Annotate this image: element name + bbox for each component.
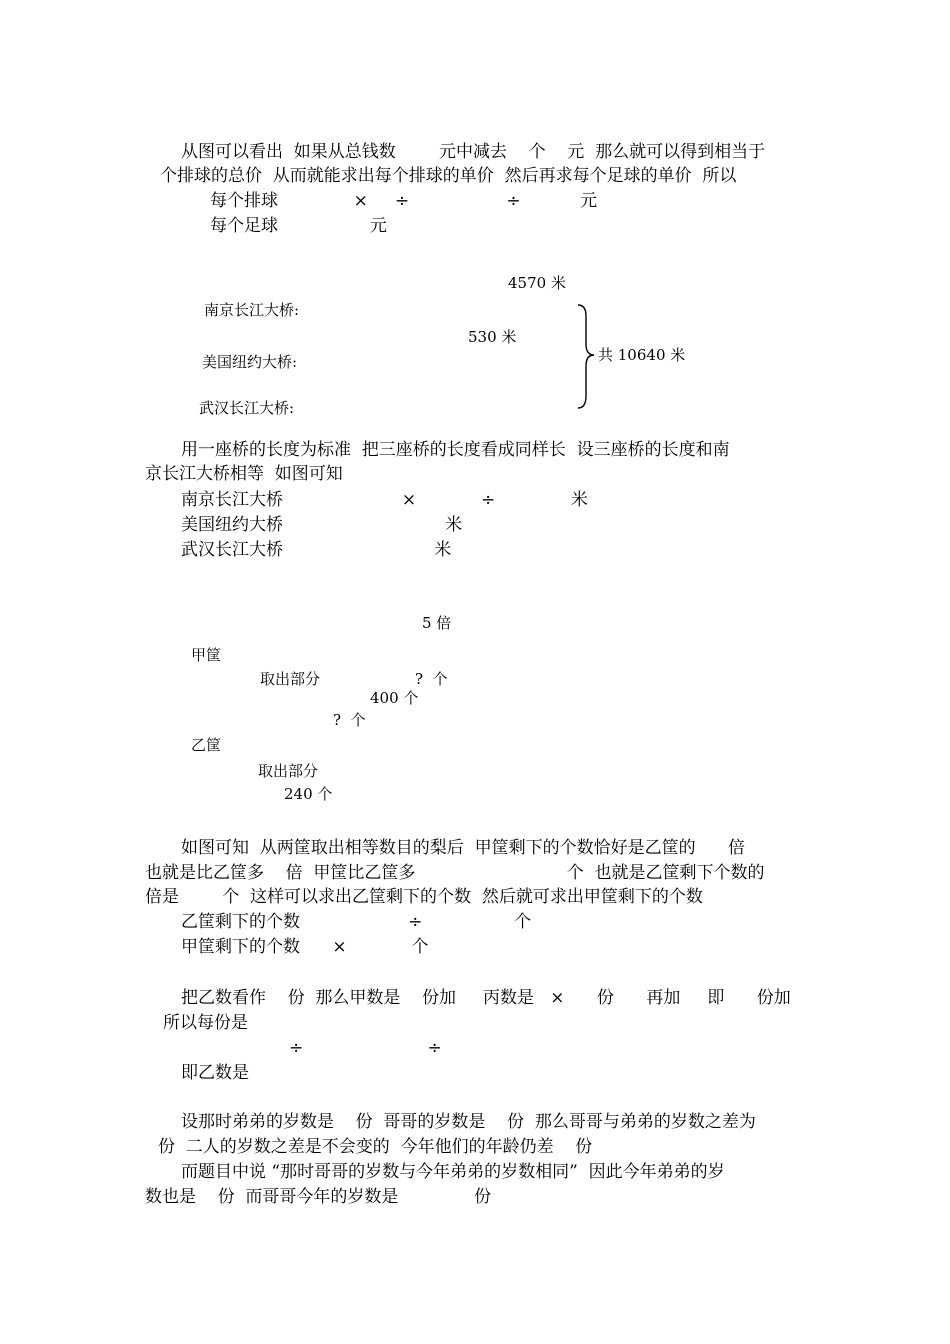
section3-line2: 也就是比乙筐多 倍 甲筐比乙筐多 个 也就是乙筐剩下个数的 <box>145 863 765 883</box>
section3-line5: 甲筐剩下的个数 × 个 <box>181 937 429 957</box>
section4-line2: 所以每份是 <box>163 1013 248 1033</box>
label-basket-jia: 甲筐 <box>191 646 222 664</box>
section4-line4: 即乙数是 <box>181 1063 249 1083</box>
section2-line4: 美国纽约大桥 米 <box>181 515 463 535</box>
section4-line1: 把乙数看作 份 那么甲数是 份加 丙数是 × 份 再加 即 份加 <box>181 988 791 1008</box>
section3-line3: 倍是 个 这样可以求出乙筐剩下的个数 然后就可求出甲筐剩下的个数 <box>145 887 703 907</box>
section5-line2: 份 二人的岁数之差是不会变的 今年他们的年龄仍差 份 <box>158 1137 593 1157</box>
section4-line3: ÷ ÷ <box>289 1038 442 1058</box>
bridge-mid-length: 530 米 <box>468 328 517 346</box>
curly-brace-icon <box>574 302 598 412</box>
section2-line2: 京长江大桥相等 如图可知 <box>145 464 343 484</box>
taken-part-yi: 取出部分 <box>258 762 319 780</box>
section2-line1: 用一座桥的长度为标准 把三座桥的长度看成同样长 设三座桥的长度和南 <box>181 440 730 460</box>
section1-line4: 每个足球 元 <box>210 216 387 236</box>
bridge-top-length: 4570 米 <box>508 274 566 292</box>
unknown-count-mid: ? 个 <box>333 711 366 729</box>
section1-line3: 每个排球 × ÷ ÷ 元 <box>210 191 598 211</box>
count-400: 400 个 <box>370 689 419 707</box>
label-usa-bridge: 美国纽约大桥: <box>202 353 298 371</box>
section5-line4: 数也是 份 而哥哥今年的岁数是 份 <box>145 1187 492 1207</box>
section3-line4: 乙筐剩下的个数 ÷ 个 <box>181 912 532 932</box>
label-nanjing-bridge: 南京长江大桥: <box>204 301 300 319</box>
section5-line1: 设那时弟弟的岁数是 份 哥哥的岁数是 份 那么哥哥与弟弟的岁数之差为 <box>181 1112 756 1132</box>
taken-part-jia: 取出部分 <box>260 670 321 688</box>
section3-line1: 如图可知 从两筐取出相等数目的梨后 甲筐剩下的个数恰好是乙筐的 倍 <box>181 838 746 858</box>
label-basket-yi: 乙筐 <box>191 736 222 754</box>
section2-line5: 武汉长江大桥 米 <box>181 540 452 560</box>
section5-line3: 而题目中说 “那时哥哥的岁数与今年弟弟的岁数相同” 因此今年弟弟的岁 <box>181 1162 725 1182</box>
times-label: 5 倍 <box>422 614 452 632</box>
section1-line2: 个排球的总价 从而就能求出每个排球的单价 然后再求每个足球的单价 所以 <box>160 166 737 186</box>
label-wuhan-bridge: 武汉长江大桥: <box>199 399 295 417</box>
unknown-count-jia: ? 个 <box>415 670 448 688</box>
bridge-total-length: 共 10640 米 <box>598 346 686 364</box>
section2-line3: 南京长江大桥 × ÷ 米 <box>181 490 588 510</box>
section1-line1: 从图可以看出 如果从总钱数 元中减去 个 元 那么就可以得到相当于 <box>181 142 766 162</box>
count-240: 240 个 <box>284 785 333 803</box>
